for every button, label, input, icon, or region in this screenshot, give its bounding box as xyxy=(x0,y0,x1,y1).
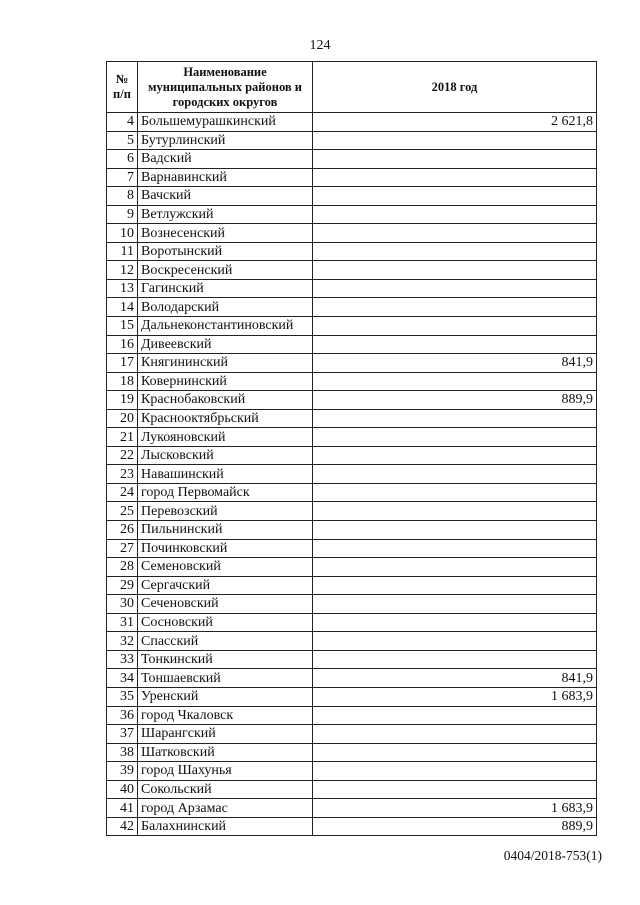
table-row xyxy=(107,446,597,465)
row-value xyxy=(313,298,597,317)
row-number: 38 xyxy=(107,743,138,762)
row-value xyxy=(313,650,597,669)
table-row xyxy=(107,595,597,614)
row-number: 41 xyxy=(107,799,138,818)
row-number: 13 xyxy=(107,279,138,298)
row-value xyxy=(313,632,597,651)
row-number: 28 xyxy=(107,558,138,577)
row-number: 27 xyxy=(107,539,138,558)
row-value xyxy=(313,261,597,280)
row-value xyxy=(313,762,597,781)
row-number: 7 xyxy=(107,168,138,187)
table-row xyxy=(107,817,597,836)
table-row xyxy=(107,632,597,651)
table-row xyxy=(107,706,597,725)
row-number: 32 xyxy=(107,632,138,651)
row-name: Володарский xyxy=(138,298,313,317)
row-name: город Первомайск xyxy=(138,483,313,502)
document-code: 0404/2018-753(1) xyxy=(503,848,602,863)
municipal-table xyxy=(106,61,597,836)
row-number: 19 xyxy=(107,391,138,410)
row-name: Краснооктябрьский xyxy=(138,409,313,428)
header-number: № п/п xyxy=(107,62,138,113)
table-row xyxy=(107,168,597,187)
table-row xyxy=(107,799,597,818)
row-value xyxy=(313,521,597,540)
row-number: 16 xyxy=(107,335,138,354)
row-name: Воскресенский xyxy=(138,261,313,280)
row-name: Варнавинский xyxy=(138,168,313,187)
table-row xyxy=(107,465,597,484)
row-name: Ковернинский xyxy=(138,372,313,391)
row-name: Уренский xyxy=(138,687,313,706)
row-name: Сокольский xyxy=(138,780,313,799)
row-name: Бутурлинский xyxy=(138,131,313,150)
page-number: 124 xyxy=(309,38,331,53)
row-number: 21 xyxy=(107,428,138,447)
row-value xyxy=(313,224,597,243)
row-number: 8 xyxy=(107,187,138,206)
row-number: 26 xyxy=(107,521,138,540)
row-value xyxy=(313,242,597,261)
table-row xyxy=(107,558,597,577)
row-number: 35 xyxy=(107,687,138,706)
row-number: 17 xyxy=(107,354,138,373)
row-number: 10 xyxy=(107,224,138,243)
row-number: 33 xyxy=(107,650,138,669)
table-row xyxy=(107,242,597,261)
header-name: Наименование муниципальных районов и городских округов xyxy=(138,62,313,113)
row-name: Большемурашкинский xyxy=(138,113,313,132)
row-value xyxy=(313,187,597,206)
row-value xyxy=(313,205,597,224)
row-name: Сергачский xyxy=(138,576,313,595)
row-number: 18 xyxy=(107,372,138,391)
row-value xyxy=(313,502,597,521)
row-value xyxy=(313,706,597,725)
table-row xyxy=(107,391,597,410)
row-value xyxy=(313,428,597,447)
table-row xyxy=(107,279,597,298)
row-name: Шатковский xyxy=(138,743,313,762)
row-number: 14 xyxy=(107,298,138,317)
row-number: 22 xyxy=(107,446,138,465)
row-number: 24 xyxy=(107,483,138,502)
row-value xyxy=(313,613,597,632)
row-number: 25 xyxy=(107,502,138,521)
row-name: Починковский xyxy=(138,539,313,558)
row-number: 20 xyxy=(107,409,138,428)
row-value: 1 683,9 xyxy=(313,687,597,706)
row-name: Дивеевский xyxy=(138,335,313,354)
row-number: 31 xyxy=(107,613,138,632)
row-value xyxy=(313,595,597,614)
row-number: 6 xyxy=(107,150,138,169)
row-name: Сеченовский xyxy=(138,595,313,614)
table-row xyxy=(107,317,597,336)
table-row xyxy=(107,335,597,354)
row-name: Пильнинский xyxy=(138,521,313,540)
row-value: 889,9 xyxy=(313,391,597,410)
row-number: 29 xyxy=(107,576,138,595)
row-number: 11 xyxy=(107,242,138,261)
row-value xyxy=(313,483,597,502)
row-name: Сосновский xyxy=(138,613,313,632)
row-name: Балахнинский xyxy=(138,817,313,836)
row-number: 40 xyxy=(107,780,138,799)
table-row xyxy=(107,576,597,595)
row-name: Вознесенский xyxy=(138,224,313,243)
row-name: город Шахунья xyxy=(138,762,313,781)
row-name: Спасский xyxy=(138,632,313,651)
row-value xyxy=(313,409,597,428)
table-row xyxy=(107,780,597,799)
row-number: 30 xyxy=(107,595,138,614)
row-name: Семеновский xyxy=(138,558,313,577)
table-row xyxy=(107,131,597,150)
row-value: 889,9 xyxy=(313,817,597,836)
row-name: Вадский xyxy=(138,150,313,169)
row-value: 2 621,8 xyxy=(313,113,597,132)
row-number: 9 xyxy=(107,205,138,224)
row-name: Лукояновский xyxy=(138,428,313,447)
row-number: 39 xyxy=(107,762,138,781)
table-row xyxy=(107,539,597,558)
row-name: Навашинский xyxy=(138,465,313,484)
row-name: Дальнеконстантиновский xyxy=(138,317,313,336)
row-value xyxy=(313,168,597,187)
row-value: 841,9 xyxy=(313,354,597,373)
row-value xyxy=(313,780,597,799)
table-row xyxy=(107,687,597,706)
row-name: Перевозский xyxy=(138,502,313,521)
row-value xyxy=(313,317,597,336)
row-name: Тоншаевский xyxy=(138,669,313,688)
row-value xyxy=(313,539,597,558)
row-value: 1 683,9 xyxy=(313,799,597,818)
table-row xyxy=(107,428,597,447)
row-number: 42 xyxy=(107,817,138,836)
row-name: Ветлужский xyxy=(138,205,313,224)
row-name: Гагинский xyxy=(138,279,313,298)
row-value xyxy=(313,558,597,577)
row-value xyxy=(313,372,597,391)
row-value xyxy=(313,446,597,465)
row-number: 12 xyxy=(107,261,138,280)
row-name: Воротынский xyxy=(138,242,313,261)
row-value xyxy=(313,725,597,744)
table-row xyxy=(107,354,597,373)
row-value xyxy=(313,131,597,150)
table-row xyxy=(107,205,597,224)
row-value xyxy=(313,150,597,169)
row-value xyxy=(313,576,597,595)
row-number: 5 xyxy=(107,131,138,150)
table-header-row xyxy=(107,62,597,113)
table-row xyxy=(107,743,597,762)
row-number: 37 xyxy=(107,725,138,744)
table-row xyxy=(107,113,597,132)
row-value xyxy=(313,743,597,762)
row-value: 841,9 xyxy=(313,669,597,688)
row-number: 36 xyxy=(107,706,138,725)
table-row xyxy=(107,150,597,169)
row-name: Княгининский xyxy=(138,354,313,373)
table-row xyxy=(107,224,597,243)
table-row xyxy=(107,650,597,669)
table-row xyxy=(107,762,597,781)
table-row xyxy=(107,521,597,540)
table-row xyxy=(107,298,597,317)
table-row xyxy=(107,669,597,688)
table-row xyxy=(107,187,597,206)
row-number: 23 xyxy=(107,465,138,484)
table-body xyxy=(107,113,597,836)
table-row xyxy=(107,725,597,744)
table-row xyxy=(107,409,597,428)
row-number: 15 xyxy=(107,317,138,336)
table-row xyxy=(107,502,597,521)
row-name: Тонкинский xyxy=(138,650,313,669)
table-row xyxy=(107,483,597,502)
row-value xyxy=(313,465,597,484)
table-row xyxy=(107,261,597,280)
row-value xyxy=(313,335,597,354)
row-name: Шарангский xyxy=(138,725,313,744)
row-name: город Арзамас xyxy=(138,799,313,818)
row-number: 34 xyxy=(107,669,138,688)
row-value xyxy=(313,279,597,298)
row-name: Вачский xyxy=(138,187,313,206)
row-number: 4 xyxy=(107,113,138,132)
table-row xyxy=(107,613,597,632)
header-year: 2018 год xyxy=(313,62,597,113)
row-name: Краснобаковский xyxy=(138,391,313,410)
table-row xyxy=(107,372,597,391)
row-name: город Чкаловск xyxy=(138,706,313,725)
row-name: Лысковский xyxy=(138,446,313,465)
